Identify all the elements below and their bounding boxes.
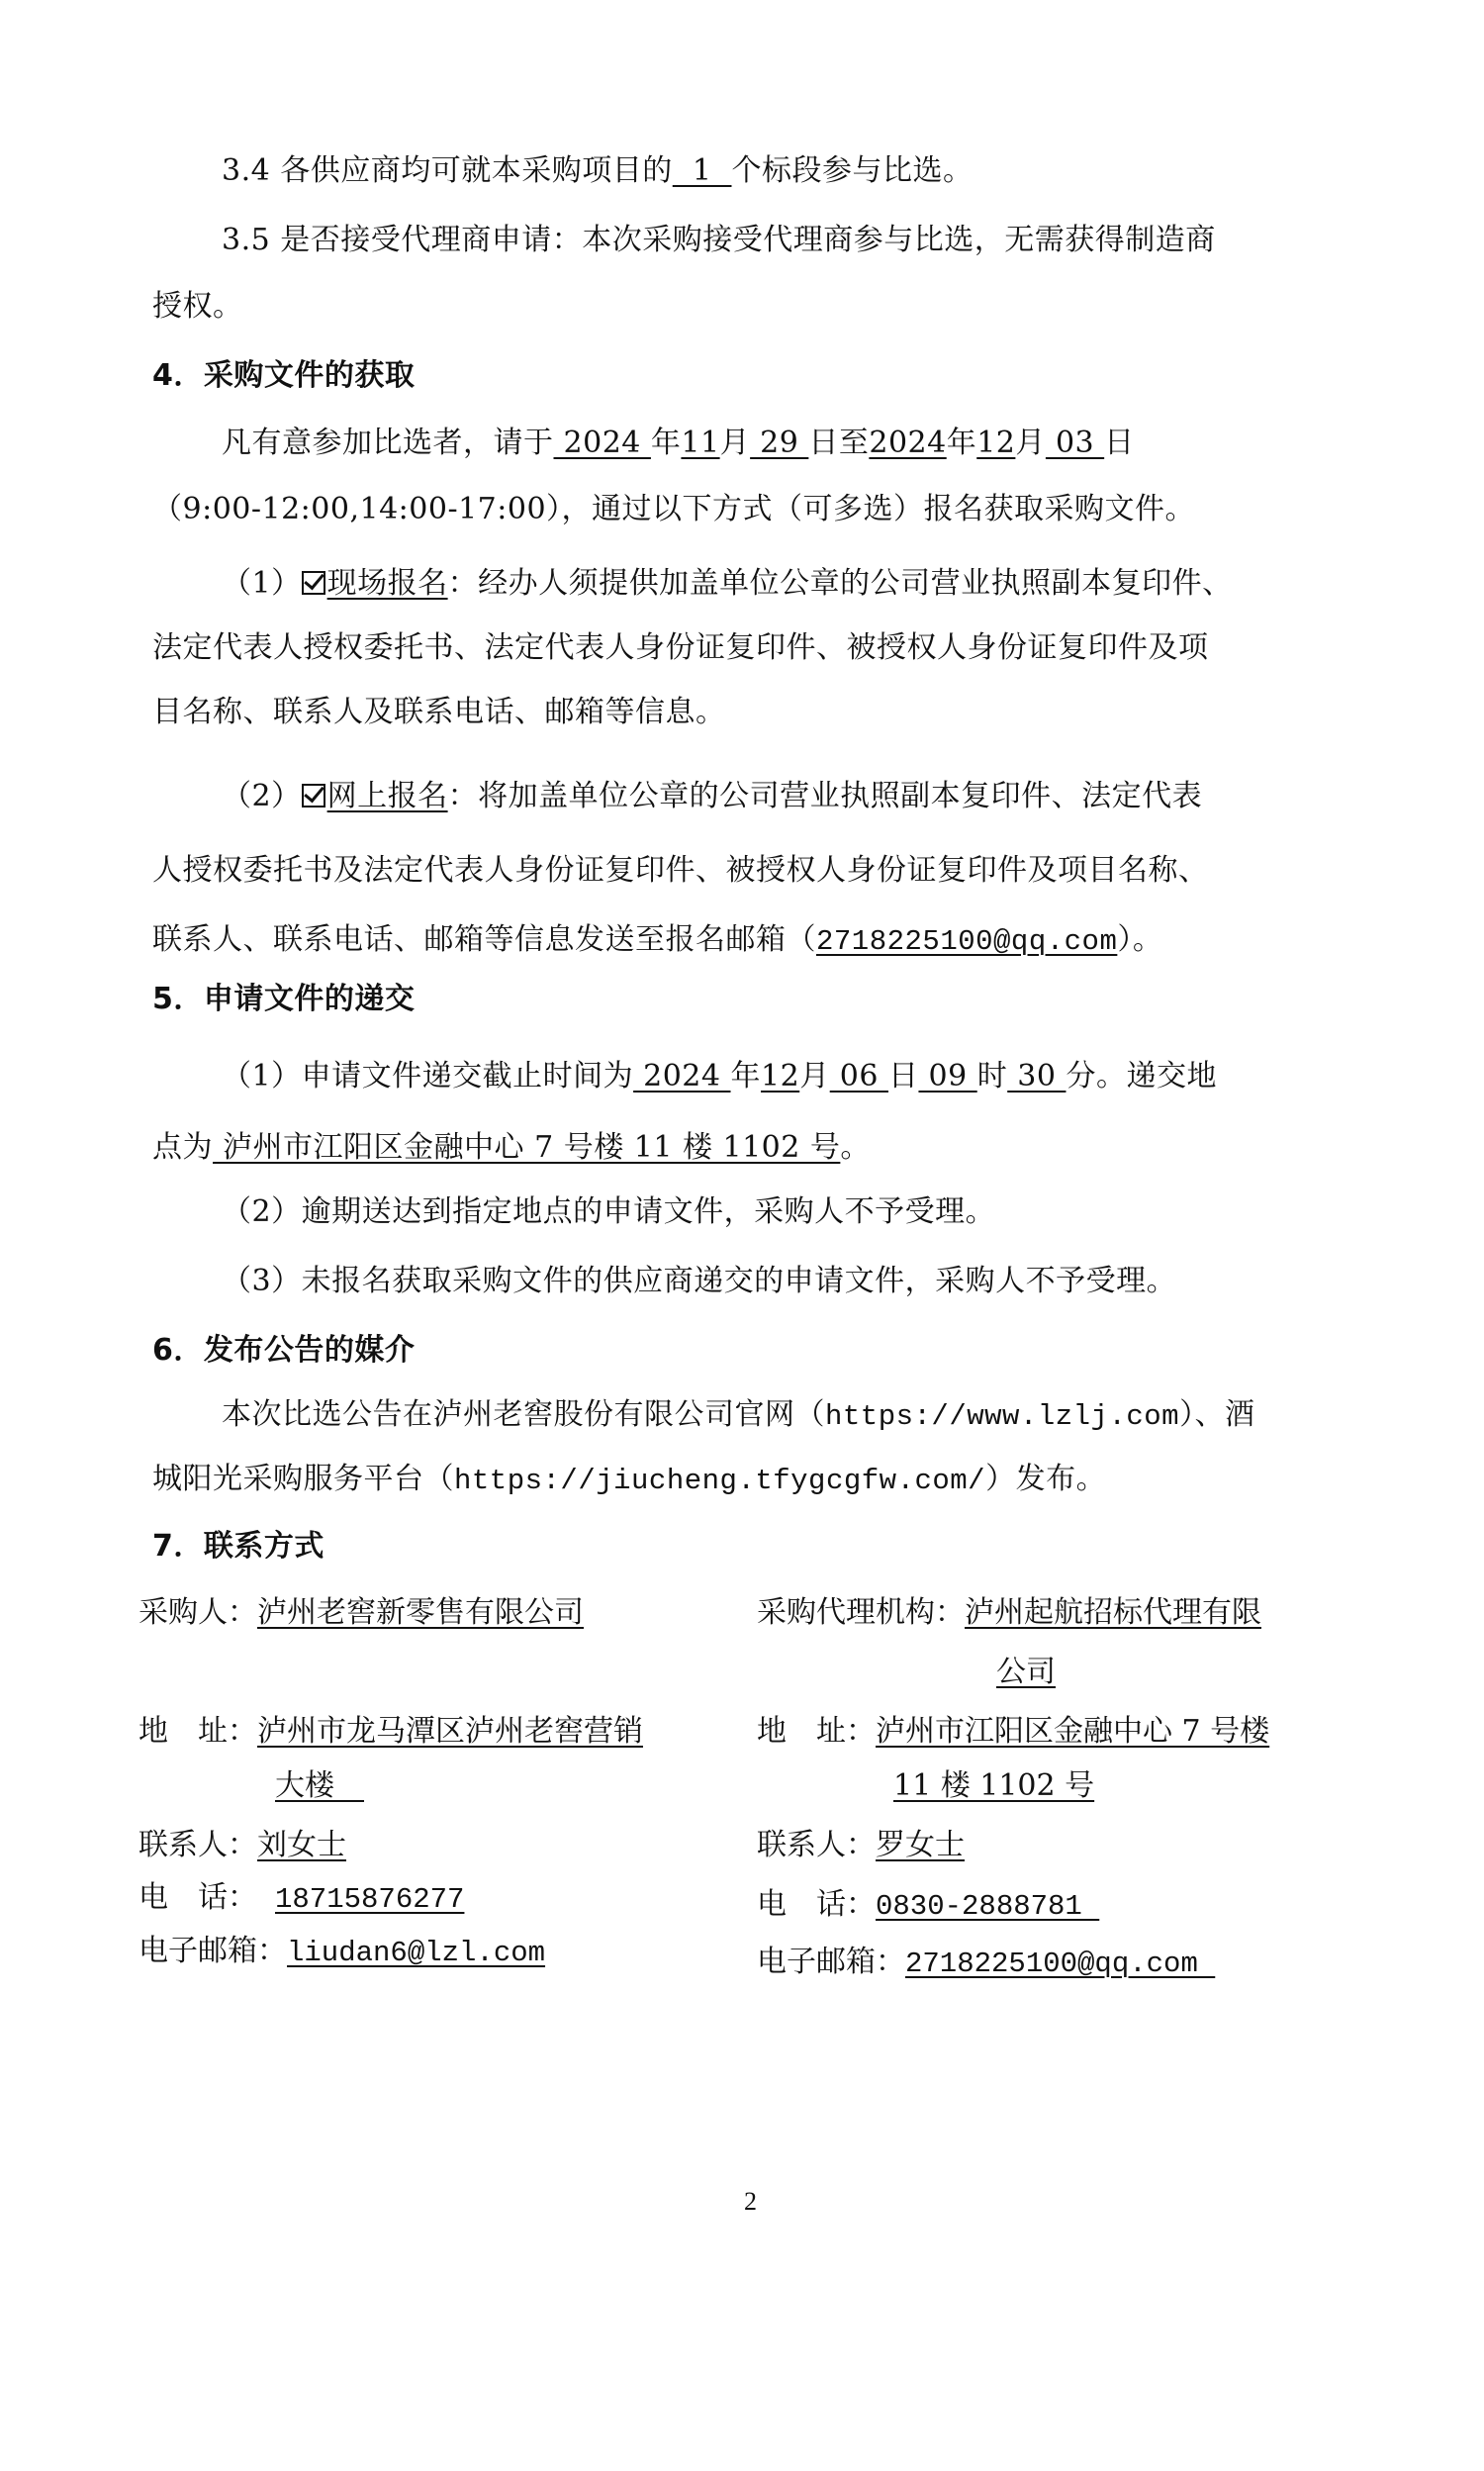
purchaser-address-row2 (275, 1766, 364, 1806)
section-4-intro-line2: （9:00-12:00,14:00-17:00），通过以下方式（可多选）报名获取采购文件。 (152, 492, 1196, 526)
day-to-char: 日至 (808, 426, 870, 460)
intro-prefix: 凡有意参加比选者，请于 (222, 426, 554, 460)
jiucheng-platform-link[interactable]: https://jiucheng.tfygcgfw.com/ (454, 1465, 986, 1497)
option-2-line1 (222, 777, 1424, 816)
clause-3-4-suffix: 个标段参与比选。 (731, 153, 974, 188)
end-month: 12 (976, 426, 1016, 460)
agency-contact-row (757, 1826, 965, 1865)
purchaser-phone-label: 电 话： (139, 1880, 257, 1915)
lot-count: 1 (672, 153, 732, 188)
section-4-intro-line1 (222, 424, 1424, 463)
agency-name-line1: 泸州起航招标代理有限 (965, 1595, 1261, 1630)
page-number: 2 (744, 2187, 757, 2216)
registration-email-link[interactable]: 2718225100@qq.com (816, 925, 1118, 958)
purchaser-phone: 18715876277 (275, 1883, 465, 1916)
late-submission-rule: （2）逾期送达到指定地点的申请文件，采购人不予受理。 (222, 1194, 996, 1229)
year-char: 年 (946, 426, 977, 460)
agency-name-row2 (996, 1653, 1056, 1692)
agency-email-link[interactable]: 2718225100@qq.com (905, 1948, 1216, 1980)
start-day: 29 (750, 426, 809, 460)
agency-address-row (757, 1712, 1269, 1752)
agency-phone-label: 电 话： (757, 1887, 876, 1922)
option-2-line3-suffix: ）。 (1117, 922, 1163, 957)
agency-phone: 0830-2888781 (876, 1890, 1100, 1923)
start-year: 2024 (553, 426, 651, 460)
clause-3-4 (222, 151, 1424, 191)
option-2-line3 (152, 920, 1354, 962)
media-line2-prefix: 城阳光采购服务平台（ (152, 1462, 454, 1496)
deadline-hour: 09 (918, 1059, 977, 1093)
media-line1 (222, 1395, 1424, 1437)
year-char: 年 (650, 426, 682, 460)
deadline-suffix: 分。递交地 (1066, 1059, 1217, 1093)
media-line2 (152, 1460, 1354, 1501)
purchaser-address-row (139, 1712, 643, 1752)
agency-address-line2: 11 楼 1102 号 (893, 1768, 1095, 1803)
deadline-month: 12 (761, 1059, 800, 1093)
media-line1-prefix: 本次比选公告在泸州老窖股份有限公司官网（ (222, 1397, 825, 1432)
purchaser-contact-label: 联系人： (139, 1828, 257, 1862)
option-1-line2: 法定代表人授权委托书、法定代表人身份证复印件、被授权人身份证复印件及项 (152, 630, 1209, 665)
section-5-heading: 5．申请文件的递交 (152, 982, 416, 1016)
media-line2-suffix: ）发布。 (985, 1462, 1107, 1496)
checkbox-checked-icon (302, 571, 325, 595)
unregistered-submission-rule: （3）未报名获取采购文件的供应商递交的申请文件，采购人不予受理。 (222, 1264, 1177, 1298)
end-day: 03 (1045, 426, 1105, 460)
location-prefix: 点为 (152, 1130, 213, 1165)
agency-name-row (757, 1593, 1261, 1633)
deadline-day: 06 (829, 1059, 888, 1093)
agency-email-label: 电子邮箱： (757, 1945, 905, 1979)
month-char: 月 (719, 426, 751, 460)
month-char: 月 (1015, 426, 1046, 460)
option-1-onsite (302, 566, 448, 601)
purchaser-address-line1: 泸州市龙马潭区泸州老窖营销 (257, 1714, 643, 1749)
agency-name-label: 采购代理机构： (757, 1595, 965, 1630)
agency-contact-label: 联系人： (757, 1828, 876, 1862)
deadline-year: 2024 (633, 1059, 731, 1093)
purchaser-phone-row (139, 1878, 464, 1920)
option-1-line3: 目名称、联系人及联系电话、邮箱等信息。 (152, 695, 726, 729)
purchaser-email-row (139, 1932, 545, 1973)
year-char: 年 (730, 1059, 762, 1093)
purchaser-name-row (139, 1593, 584, 1633)
option-2-label: 网上报名 (326, 779, 448, 813)
agency-address-label: 地 址： (757, 1714, 876, 1749)
hour-char: 时 (976, 1059, 1008, 1093)
agency-contact-person: 罗女士 (876, 1828, 965, 1862)
agency-phone-row (757, 1885, 1099, 1927)
option-1-line1 (222, 564, 1424, 604)
clause-3-5-line1: 3.5 是否接受代理商申请：本次采购接受代理商参与比选，无需获得制造商 (222, 223, 1216, 257)
purchaser-email-label: 电子邮箱： (139, 1934, 287, 1968)
section-4-heading: 4．采购文件的获取 (152, 358, 416, 393)
month-char: 月 (799, 1059, 830, 1093)
section-6-heading: 6．发布公告的媒介 (152, 1333, 416, 1368)
option-1-number: （1） (222, 566, 302, 601)
purchaser-contact-person: 刘女士 (257, 1828, 346, 1862)
purchaser-name-label: 采购人： (139, 1595, 257, 1630)
option-1-text: ：经办人须提供加盖单位公章的公司营业执照副本复印件、 (447, 566, 1233, 601)
day-char: 日 (887, 1059, 919, 1093)
deadline-prefix: （1）申请文件递交截止时间为 (222, 1059, 634, 1093)
purchaser-email-link[interactable]: liudan6@lzl.com (287, 1937, 546, 1969)
agency-name-line2: 公司 (996, 1655, 1056, 1689)
clause-3-4-prefix: 3.4 各供应商均可就本采购项目的 (222, 153, 673, 188)
agency-address-line1: 泸州市江阳区金融中心 7 号楼 (876, 1714, 1270, 1749)
purchaser-name: 泸州老窖新零售有限公司 (257, 1595, 584, 1630)
end-year: 2024 (869, 426, 947, 460)
agency-address-row2 (893, 1766, 1094, 1806)
submission-location-line (152, 1128, 1354, 1168)
agency-email-row (757, 1943, 1215, 1984)
media-line1-suffix: ）、酒 (1179, 1397, 1255, 1432)
checkbox-checked-icon (302, 784, 325, 808)
deadline-minute: 30 (1007, 1059, 1067, 1093)
start-month: 11 (681, 426, 720, 460)
submission-location: 泸州市江阳区金融中心 7 号楼 11 楼 1102 号 (213, 1130, 841, 1165)
option-2-line2: 人授权委托书及法定代表人身份证复印件、被授权人身份证复印件及项目名称、 (152, 853, 1209, 888)
option-1-label: 现场报名 (326, 566, 448, 601)
day-char: 日 (1104, 426, 1135, 460)
option-2-number: （2） (222, 779, 302, 813)
clause-3-5-line2: 授权。 (152, 289, 243, 324)
option-2-text: ：将加盖单位公章的公司营业执照副本复印件、法定代表 (447, 779, 1203, 813)
lzlj-website-link[interactable]: https://www.lzlj.com (825, 1400, 1180, 1433)
purchaser-address-label: 地 址： (139, 1714, 257, 1749)
submission-deadline-line (222, 1057, 1424, 1096)
purchaser-address-line2: 大楼 (275, 1768, 364, 1803)
option-2-line3-prefix: 联系人、联系电话、邮箱等信息发送至报名邮箱（ (152, 922, 816, 957)
location-suffix: 。 (840, 1130, 871, 1165)
section-7-heading: 7．联系方式 (152, 1529, 325, 1564)
purchaser-contact-row (139, 1826, 346, 1865)
